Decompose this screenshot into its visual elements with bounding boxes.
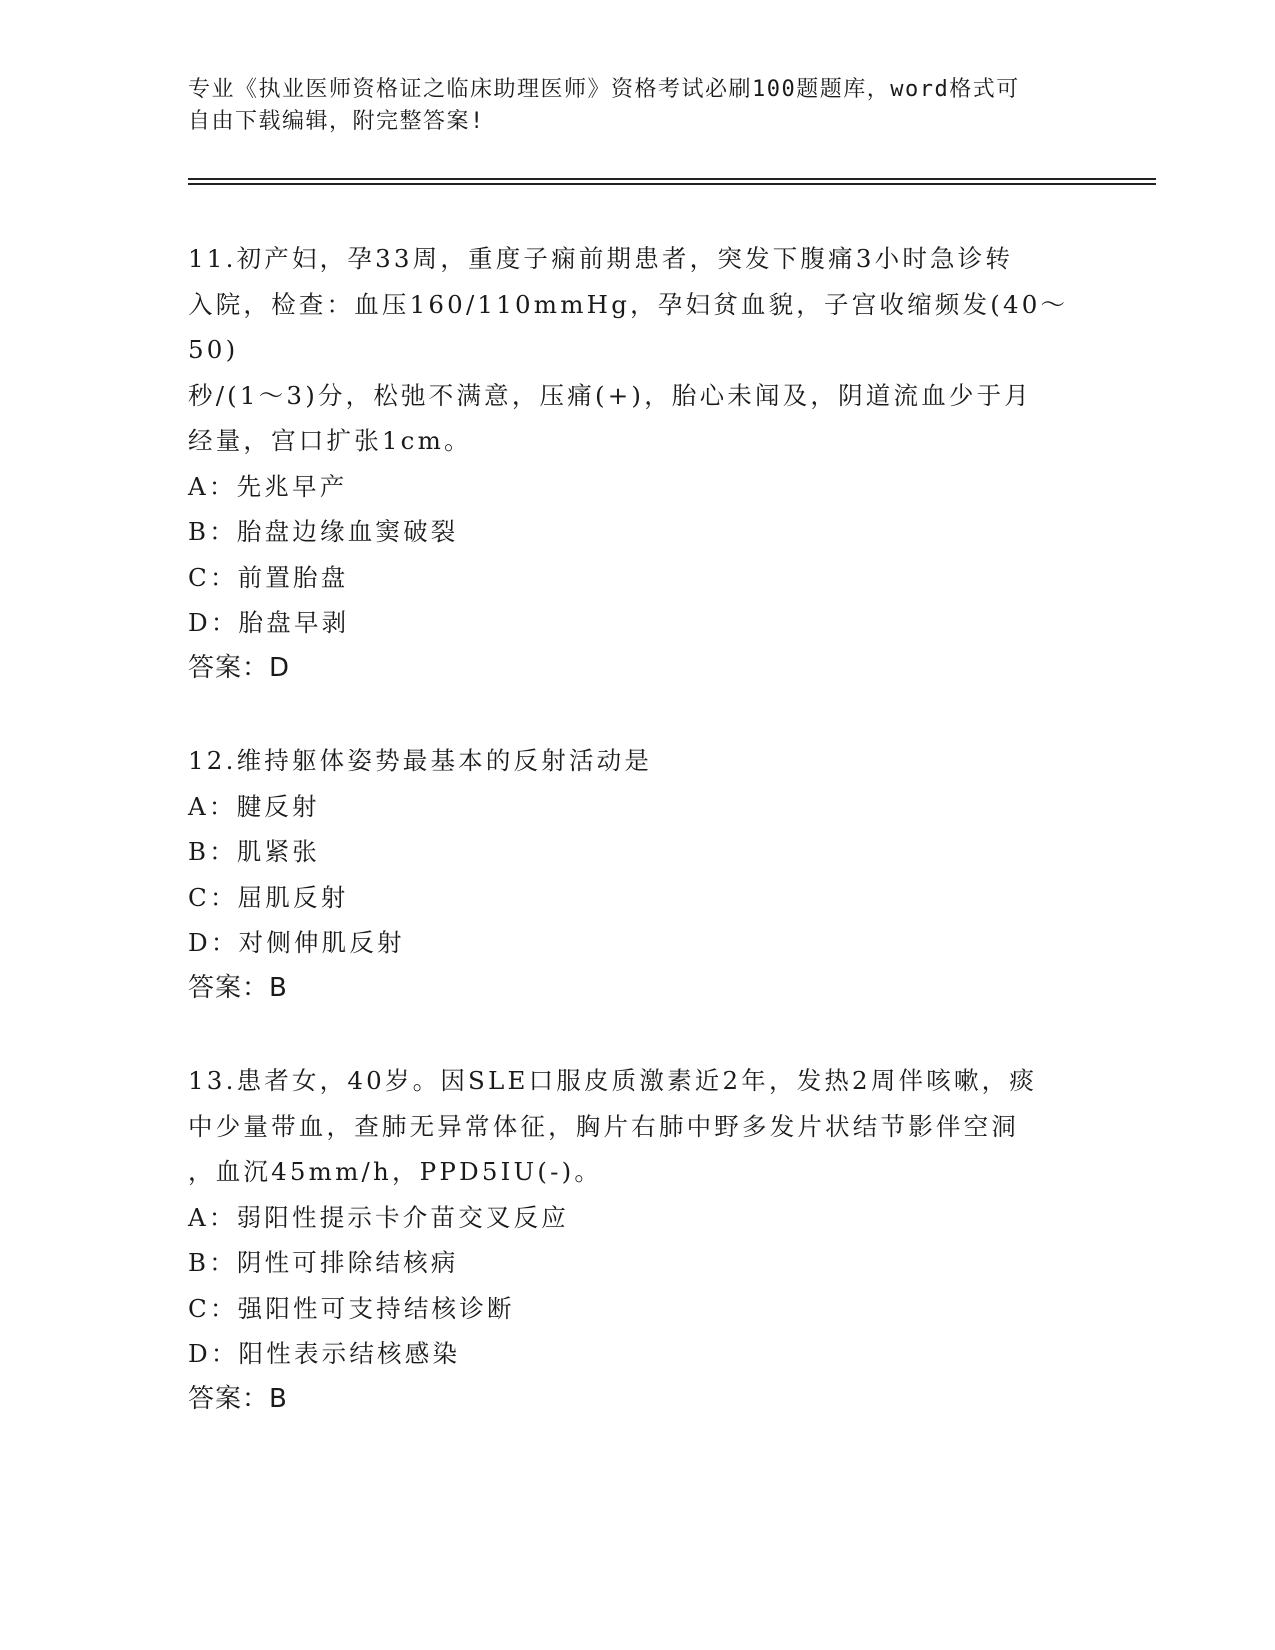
option-a: A：腱反射 — [188, 791, 320, 821]
option-b: B：肌紧张 — [188, 837, 321, 866]
question-11 — [188, 236, 1088, 691]
question-stem: 入院，检查：血压160/110mmHg，孕妇贫血貌，子宫收缩频发(40～50) — [188, 289, 1069, 364]
question-12 — [188, 738, 1088, 1011]
question-list — [188, 236, 1088, 1422]
option-c: C：屈肌反射 — [188, 882, 349, 912]
question-stem: 12.维持躯体姿势最基本的反射活动是 — [188, 746, 653, 775]
option-c: C：强阳性可支持结核诊断 — [188, 1293, 515, 1323]
answer: 答案：D — [188, 652, 291, 683]
option-d: D：胎盘早剥 — [188, 608, 350, 637]
header-line-2: 自由下载编辑，附完整答案! — [188, 109, 485, 134]
option-b: B：阴性可排除结核病 — [188, 1248, 459, 1277]
document-header — [188, 74, 1088, 138]
option-c: C：前置胎盘 — [188, 562, 349, 592]
answer: 答案：B — [188, 972, 288, 1003]
header-divider-top — [188, 178, 1156, 180]
header-line-1: 专业《执业医师资格证之临床助理医师》资格考试必刷100题题库，word格式可 — [188, 77, 1020, 102]
answer: 答案：B — [188, 1383, 288, 1414]
question-13 — [188, 1058, 1088, 1422]
option-d: D：阳性表示结核感染 — [188, 1339, 461, 1368]
question-stem: 经量，宫口扩张1cm。 — [188, 426, 472, 455]
question-stem: 秒/(1～3)分，松弛不满意，压痛(+)，胎心未闻及，阴道流血少于月 — [188, 380, 1032, 410]
option-d: D：对侧伸肌反射 — [188, 928, 405, 957]
header-divider-bottom — [188, 183, 1156, 185]
question-stem: 13.患者女，40岁。因SLE口服皮质激素近2年，发热2周伴咳嗽，痰 — [188, 1066, 1038, 1095]
question-stem: ，血沉45mm/h，PPD5IU(-)。 — [188, 1157, 603, 1186]
question-stem: 11.初产妇，孕33周，重度子痫前期患者，突发下腹痛3小时急诊转 — [188, 244, 1014, 273]
option-b: B：胎盘边缘血窦破裂 — [188, 517, 459, 546]
question-stem: 中少量带血，查肺无异常体征，胸片右肺中野多发片状结节影伴空洞 — [188, 1111, 1019, 1141]
option-a: A：先兆早产 — [188, 471, 348, 501]
option-a: A：弱阳性提示卡介苗交叉反应 — [188, 1202, 569, 1232]
